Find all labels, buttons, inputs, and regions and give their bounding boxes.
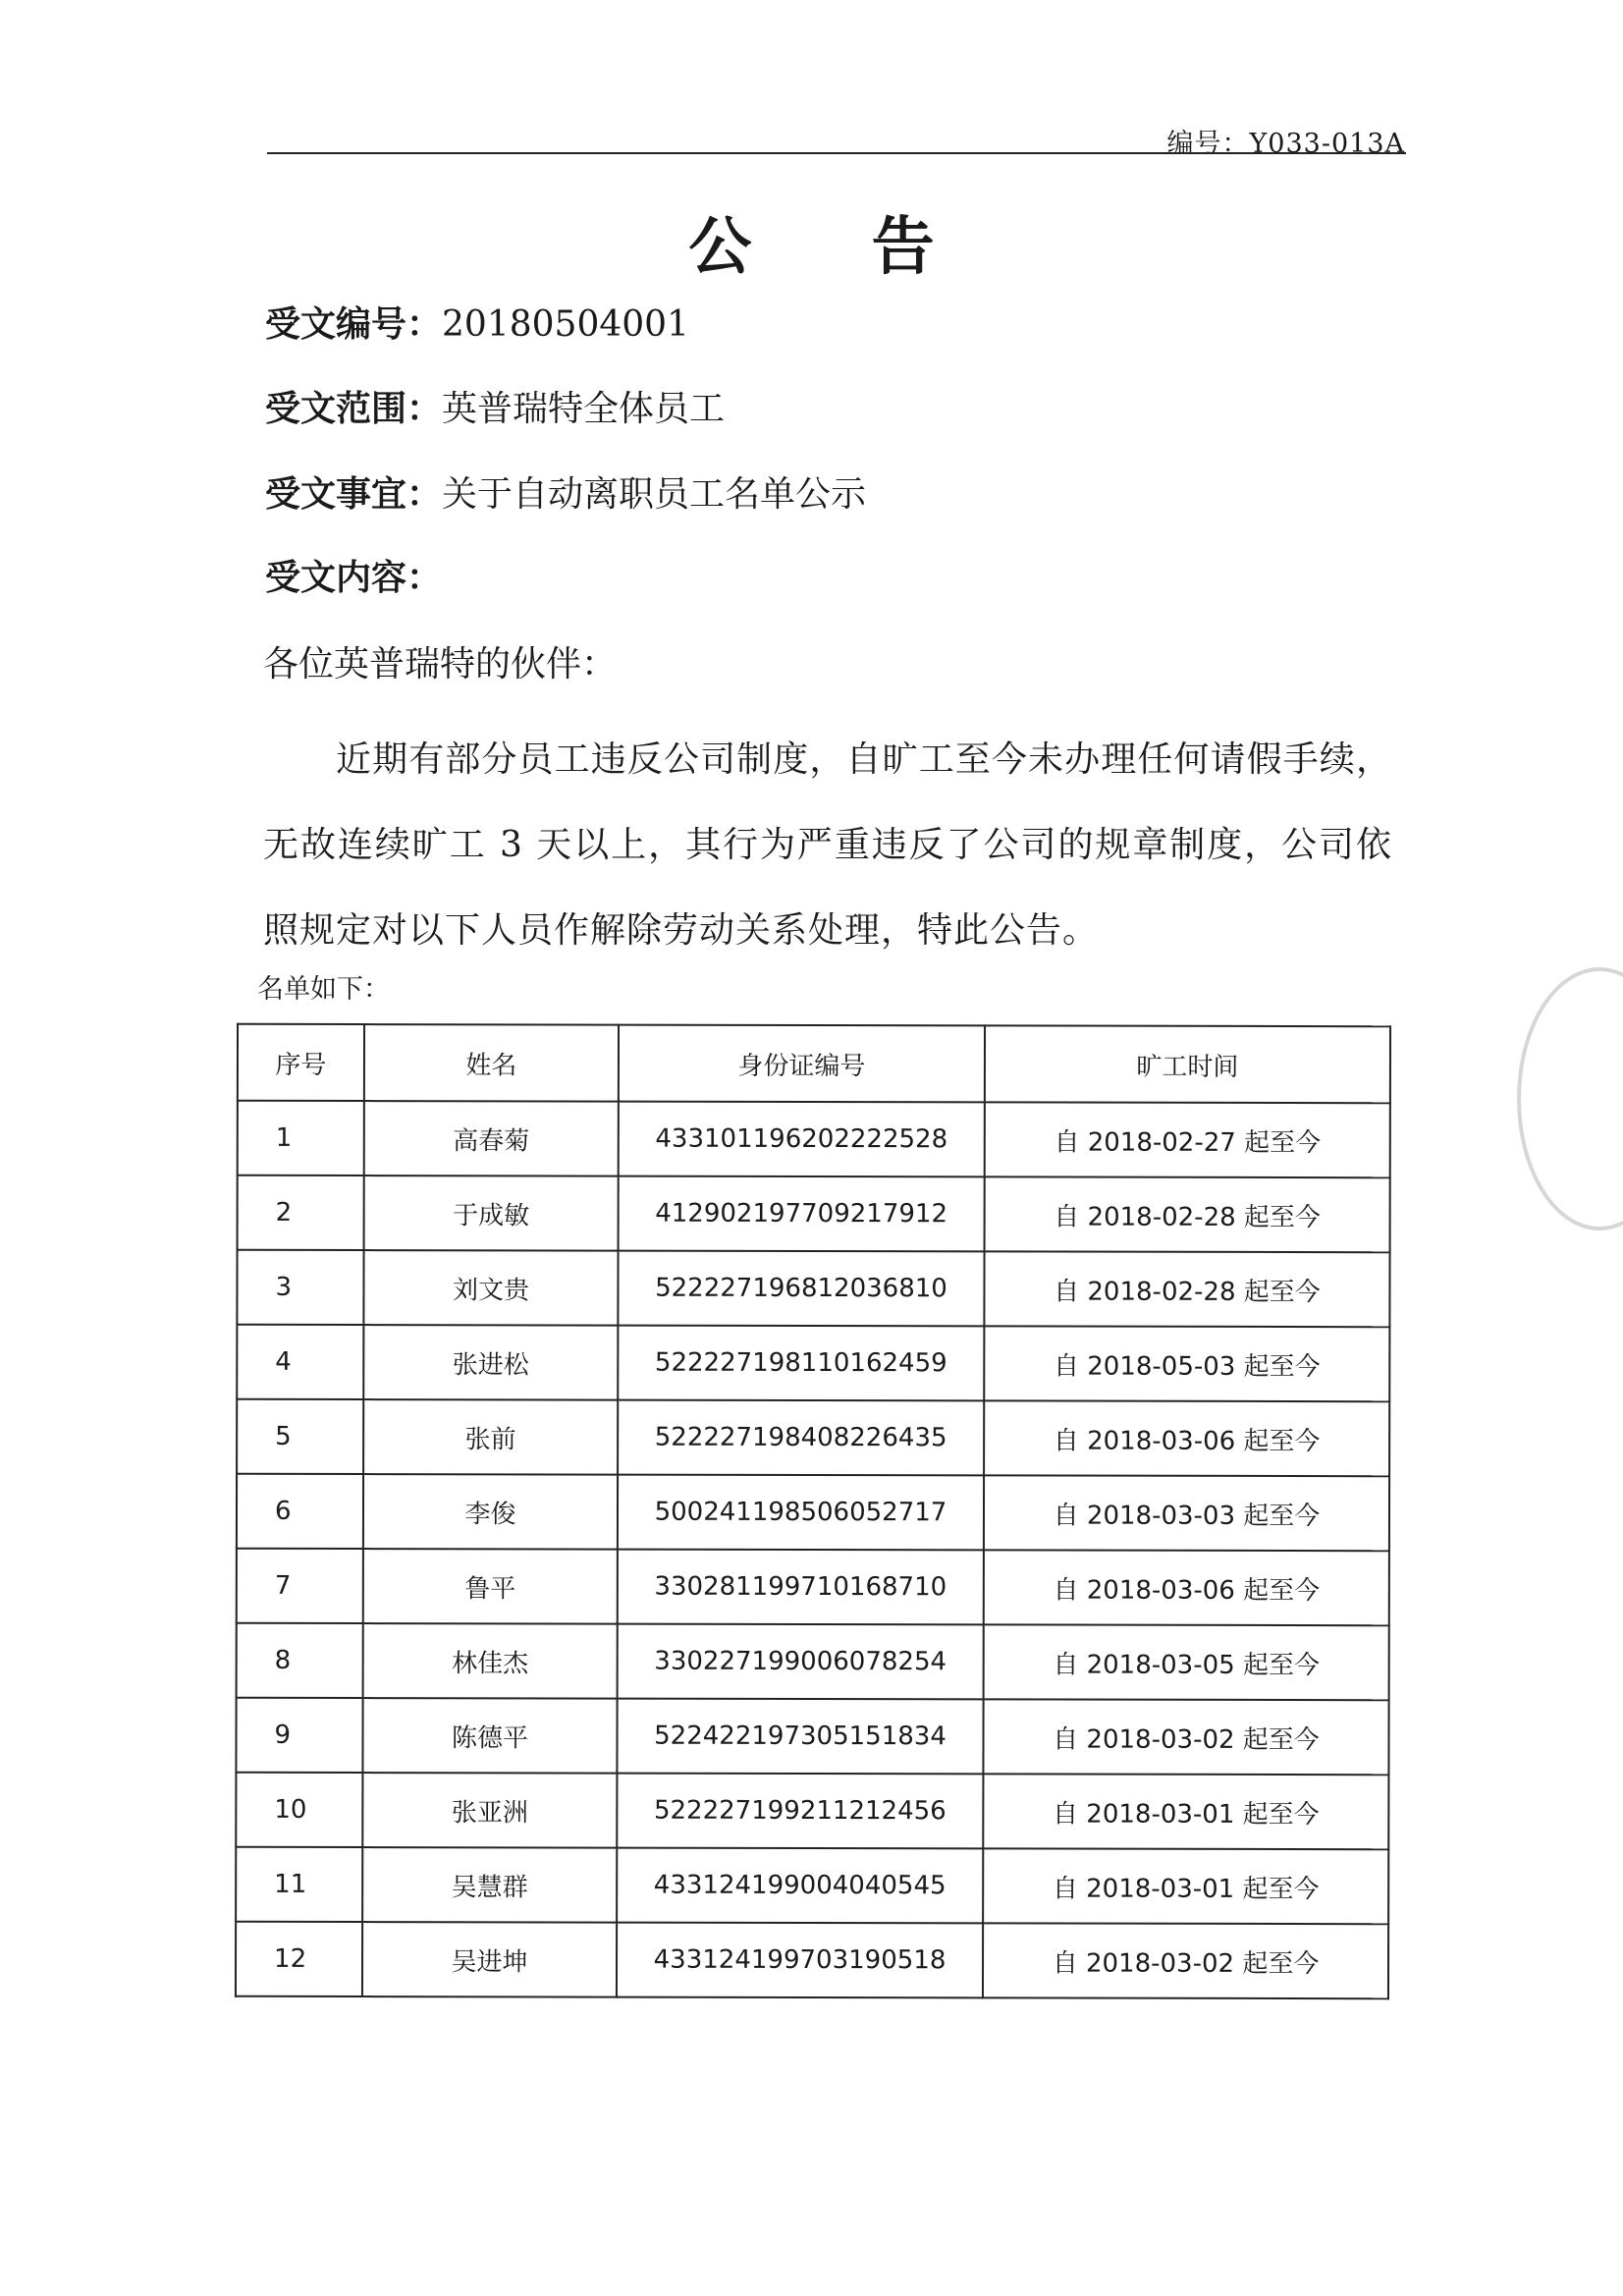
cell-date: 自 2018-03-01 起至今 <box>983 1848 1388 1924</box>
cell-name: 林佳杰 <box>363 1623 618 1699</box>
cell-date: 自 2018-03-05 起至今 <box>984 1624 1389 1700</box>
cell-no: 7 <box>237 1549 363 1623</box>
field-ref-no-value: 20180504001 <box>442 304 689 345</box>
cell-id: 522422197305151834 <box>617 1699 983 1775</box>
cell-id: 522227196812036810 <box>618 1251 984 1327</box>
cell-date: 自 2018-03-01 起至今 <box>983 1774 1388 1849</box>
cell-id: 522227198110162459 <box>618 1326 984 1401</box>
table-row <box>237 1399 1389 1476</box>
page-title: 公 告 <box>688 211 984 284</box>
field-ref-no <box>265 297 689 347</box>
cell-name: 陈德平 <box>362 1698 617 1774</box>
header-absence-date: 旷工时间 <box>985 1025 1390 1103</box>
cell-name: 鲁平 <box>363 1549 618 1624</box>
cell-date: 自 2018-02-27 起至今 <box>985 1102 1390 1177</box>
cell-no: 10 <box>236 1773 362 1847</box>
table-row <box>236 1698 1388 1775</box>
cell-id: 433124199703190518 <box>617 1923 983 1998</box>
field-scope-value: 英普瑞特全体员工 <box>442 389 726 429</box>
cell-date: 自 2018-03-06 起至今 <box>984 1550 1389 1625</box>
company-seal-partial <box>1517 967 1623 1230</box>
cell-date: 自 2018-02-28 起至今 <box>985 1176 1390 1252</box>
header-no: 序号 <box>238 1024 364 1101</box>
cell-name: 李俊 <box>363 1474 618 1550</box>
cell-no: 4 <box>237 1325 363 1399</box>
cell-no: 8 <box>237 1623 363 1698</box>
table-row <box>237 1325 1389 1401</box>
cell-date: 自 2018-05-03 起至今 <box>984 1326 1389 1401</box>
table-row <box>238 1101 1390 1177</box>
cell-name: 刘文贵 <box>363 1250 618 1326</box>
table-row <box>236 1922 1388 1998</box>
cell-no: 12 <box>236 1922 362 1996</box>
table-row <box>237 1549 1389 1625</box>
field-matter-value: 关于自动离职员工名单公示 <box>442 474 867 515</box>
field-scope-label: 受文范围： <box>265 389 443 429</box>
table-row <box>236 1847 1388 1924</box>
cell-name: 于成敏 <box>364 1175 619 1251</box>
cell-id: 330281199710168710 <box>618 1550 984 1625</box>
cell-no: 3 <box>237 1250 363 1325</box>
table-header-row <box>238 1024 1390 1103</box>
header-rule <box>267 152 1406 154</box>
cell-date: 自 2018-03-02 起至今 <box>983 1923 1388 1998</box>
roster-table <box>235 1023 1391 1999</box>
cell-name: 张进松 <box>363 1325 618 1400</box>
greeting: 各位英普瑞特的伙伴： <box>263 644 618 684</box>
field-content-label: 受文内容： <box>265 558 443 598</box>
table-row <box>237 1623 1389 1700</box>
list-label: 名单如下： <box>257 974 390 1005</box>
cell-name: 吴进坤 <box>362 1922 617 1997</box>
field-scope <box>265 381 725 431</box>
cell-id: 433124199004040545 <box>617 1848 983 1924</box>
cell-id: 522227199211212456 <box>617 1774 983 1849</box>
cell-name: 张前 <box>363 1399 618 1475</box>
cell-no: 9 <box>236 1698 362 1773</box>
cell-date: 自 2018-03-06 起至今 <box>984 1400 1389 1476</box>
table-row <box>237 1474 1389 1551</box>
cell-date: 自 2018-03-03 起至今 <box>984 1475 1389 1551</box>
header-id: 身份证编号 <box>619 1025 985 1103</box>
cell-name: 高春菊 <box>364 1101 619 1176</box>
table-row <box>238 1175 1390 1252</box>
cell-date: 自 2018-02-28 起至今 <box>984 1251 1389 1327</box>
cell-name: 吴慧群 <box>362 1847 617 1923</box>
cell-name: 张亚洲 <box>362 1773 617 1848</box>
cell-no: 6 <box>237 1474 363 1549</box>
cell-no: 1 <box>238 1101 364 1175</box>
cell-id: 500241198506052717 <box>618 1475 984 1551</box>
cell-id: 433101196202222528 <box>619 1102 985 1177</box>
field-matter <box>265 466 866 517</box>
table-row <box>236 1773 1388 1849</box>
table-row <box>237 1250 1389 1327</box>
cell-id: 330227199006078254 <box>618 1624 984 1700</box>
cell-id: 412902197709217912 <box>619 1176 985 1252</box>
header-name: 姓名 <box>364 1024 619 1102</box>
field-matter-label: 受文事宜： <box>265 474 443 515</box>
cell-no: 5 <box>237 1399 363 1474</box>
document-number: 编号：Y033-013A <box>1166 129 1405 159</box>
cell-id: 522227198408226435 <box>618 1400 984 1476</box>
body-paragraph: 近期有部分员工违反公司制度，自旷工至今未办理任何请假手续，无故连续旷工 3 天以上，其行为严重违反了公司的规章制度，公司依照规定对以下人员作解除劳动关系处理，特此公告。 <box>263 739 1392 951</box>
cell-no: 11 <box>236 1847 362 1922</box>
cell-no: 2 <box>238 1175 364 1250</box>
field-ref-no-label: 受文编号： <box>265 304 443 345</box>
cell-date: 自 2018-03-02 起至今 <box>983 1699 1388 1775</box>
field-content <box>265 550 442 600</box>
